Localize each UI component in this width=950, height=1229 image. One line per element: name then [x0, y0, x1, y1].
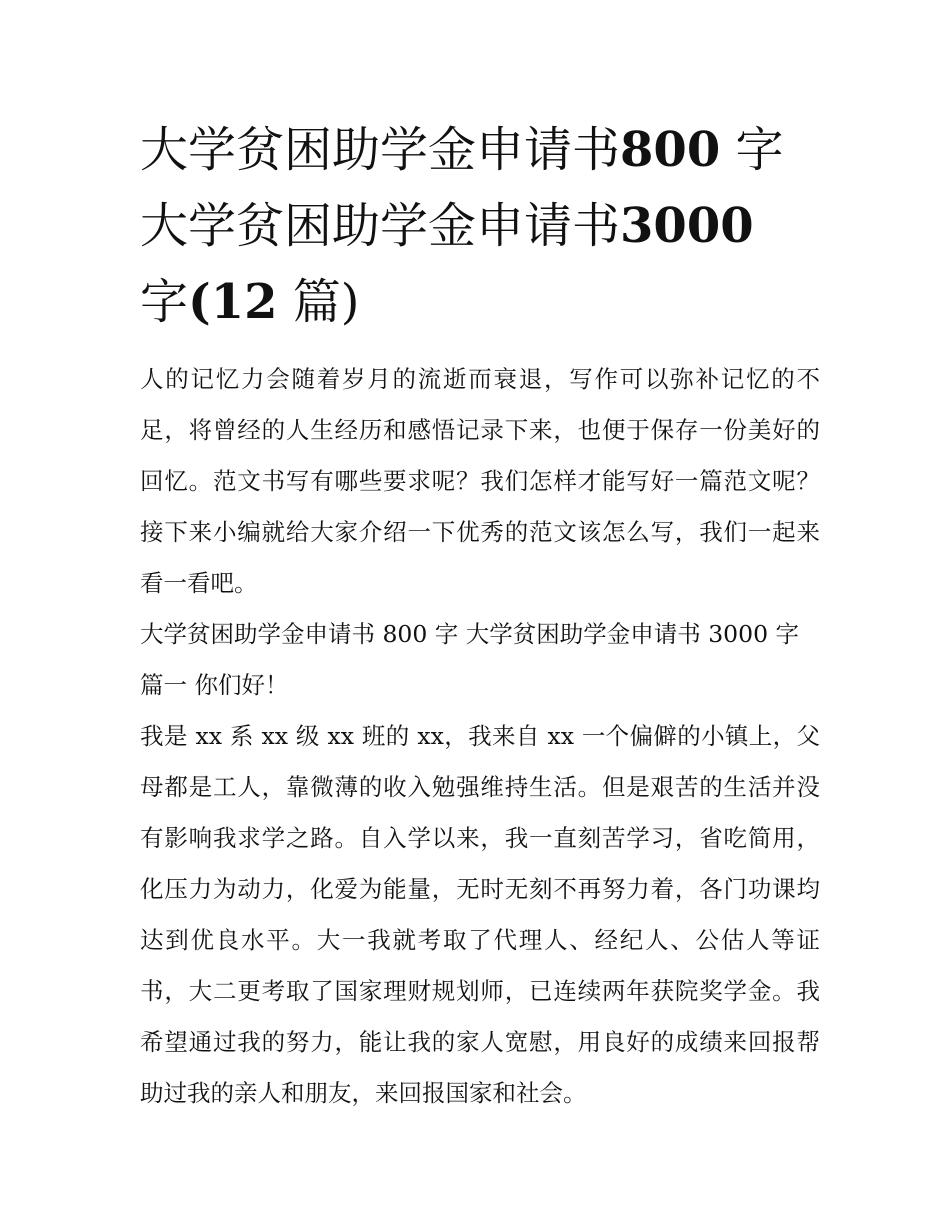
- title-line-2-text: 大学贫困助学金申请书: [140, 198, 621, 254]
- intro-paragraph: 人的记忆力会随着岁月的流逝而衰退，写作可以弥补记忆的不足，将曾经的人生经历和感悟记录下来，也便于保存一份美好的回忆。范文书写有哪些要求呢？我们怎样才能写好一篇范文呢？接下来小编就给大家介绍一下优秀的范文该怎么写，我们一起来看一看吧。: [140, 365, 820, 597]
- title-line-3-number: (12: [188, 274, 278, 330]
- title-line-1-text: 大学贫困助学金申请书: [140, 122, 621, 178]
- title-line-3-tail: 篇): [277, 274, 360, 330]
- document-page: [140, 112, 820, 1119]
- subtitle-line: 大学贫困助学金申请书 800 字 大学贫困助学金申请书 3000 字: [140, 620, 800, 648]
- title-line-3: [140, 264, 820, 340]
- title-line-2: [140, 188, 820, 264]
- title-line-1-number: 800: [620, 122, 721, 178]
- title-line-1-tail: 字: [720, 122, 784, 178]
- title-line-3-text: 字: [140, 274, 189, 330]
- document-title: [140, 112, 820, 340]
- section-heading: 篇一 你们好！: [140, 671, 289, 699]
- title-line-1: [140, 112, 820, 188]
- title-line-2-number: 3000: [620, 198, 754, 254]
- body-paragraph: 我是 xx 系 xx 级 xx 班的 xx，我来自 xx 一个偏僻的小镇上，父母都是工人，靠微薄的收入勉强维持生活。但是艰苦的生活并没有影响我求学之路。自入学以来，我一直刻苦学习，省吃简用，化压力为动力，化爱为能量，无时无刻不再努力着，各门功课均达到优良水平。大一我就考取了代理人、经纪人、公估人等证书，大二更考取了国家理财规划师，已连续两年获院奖学金。我希望通过我的努力，能让我的家人宽慰，用良好的成绩来回报帮助过我的亲人和朋友，来回报国家和社会。: [140, 722, 820, 1107]
